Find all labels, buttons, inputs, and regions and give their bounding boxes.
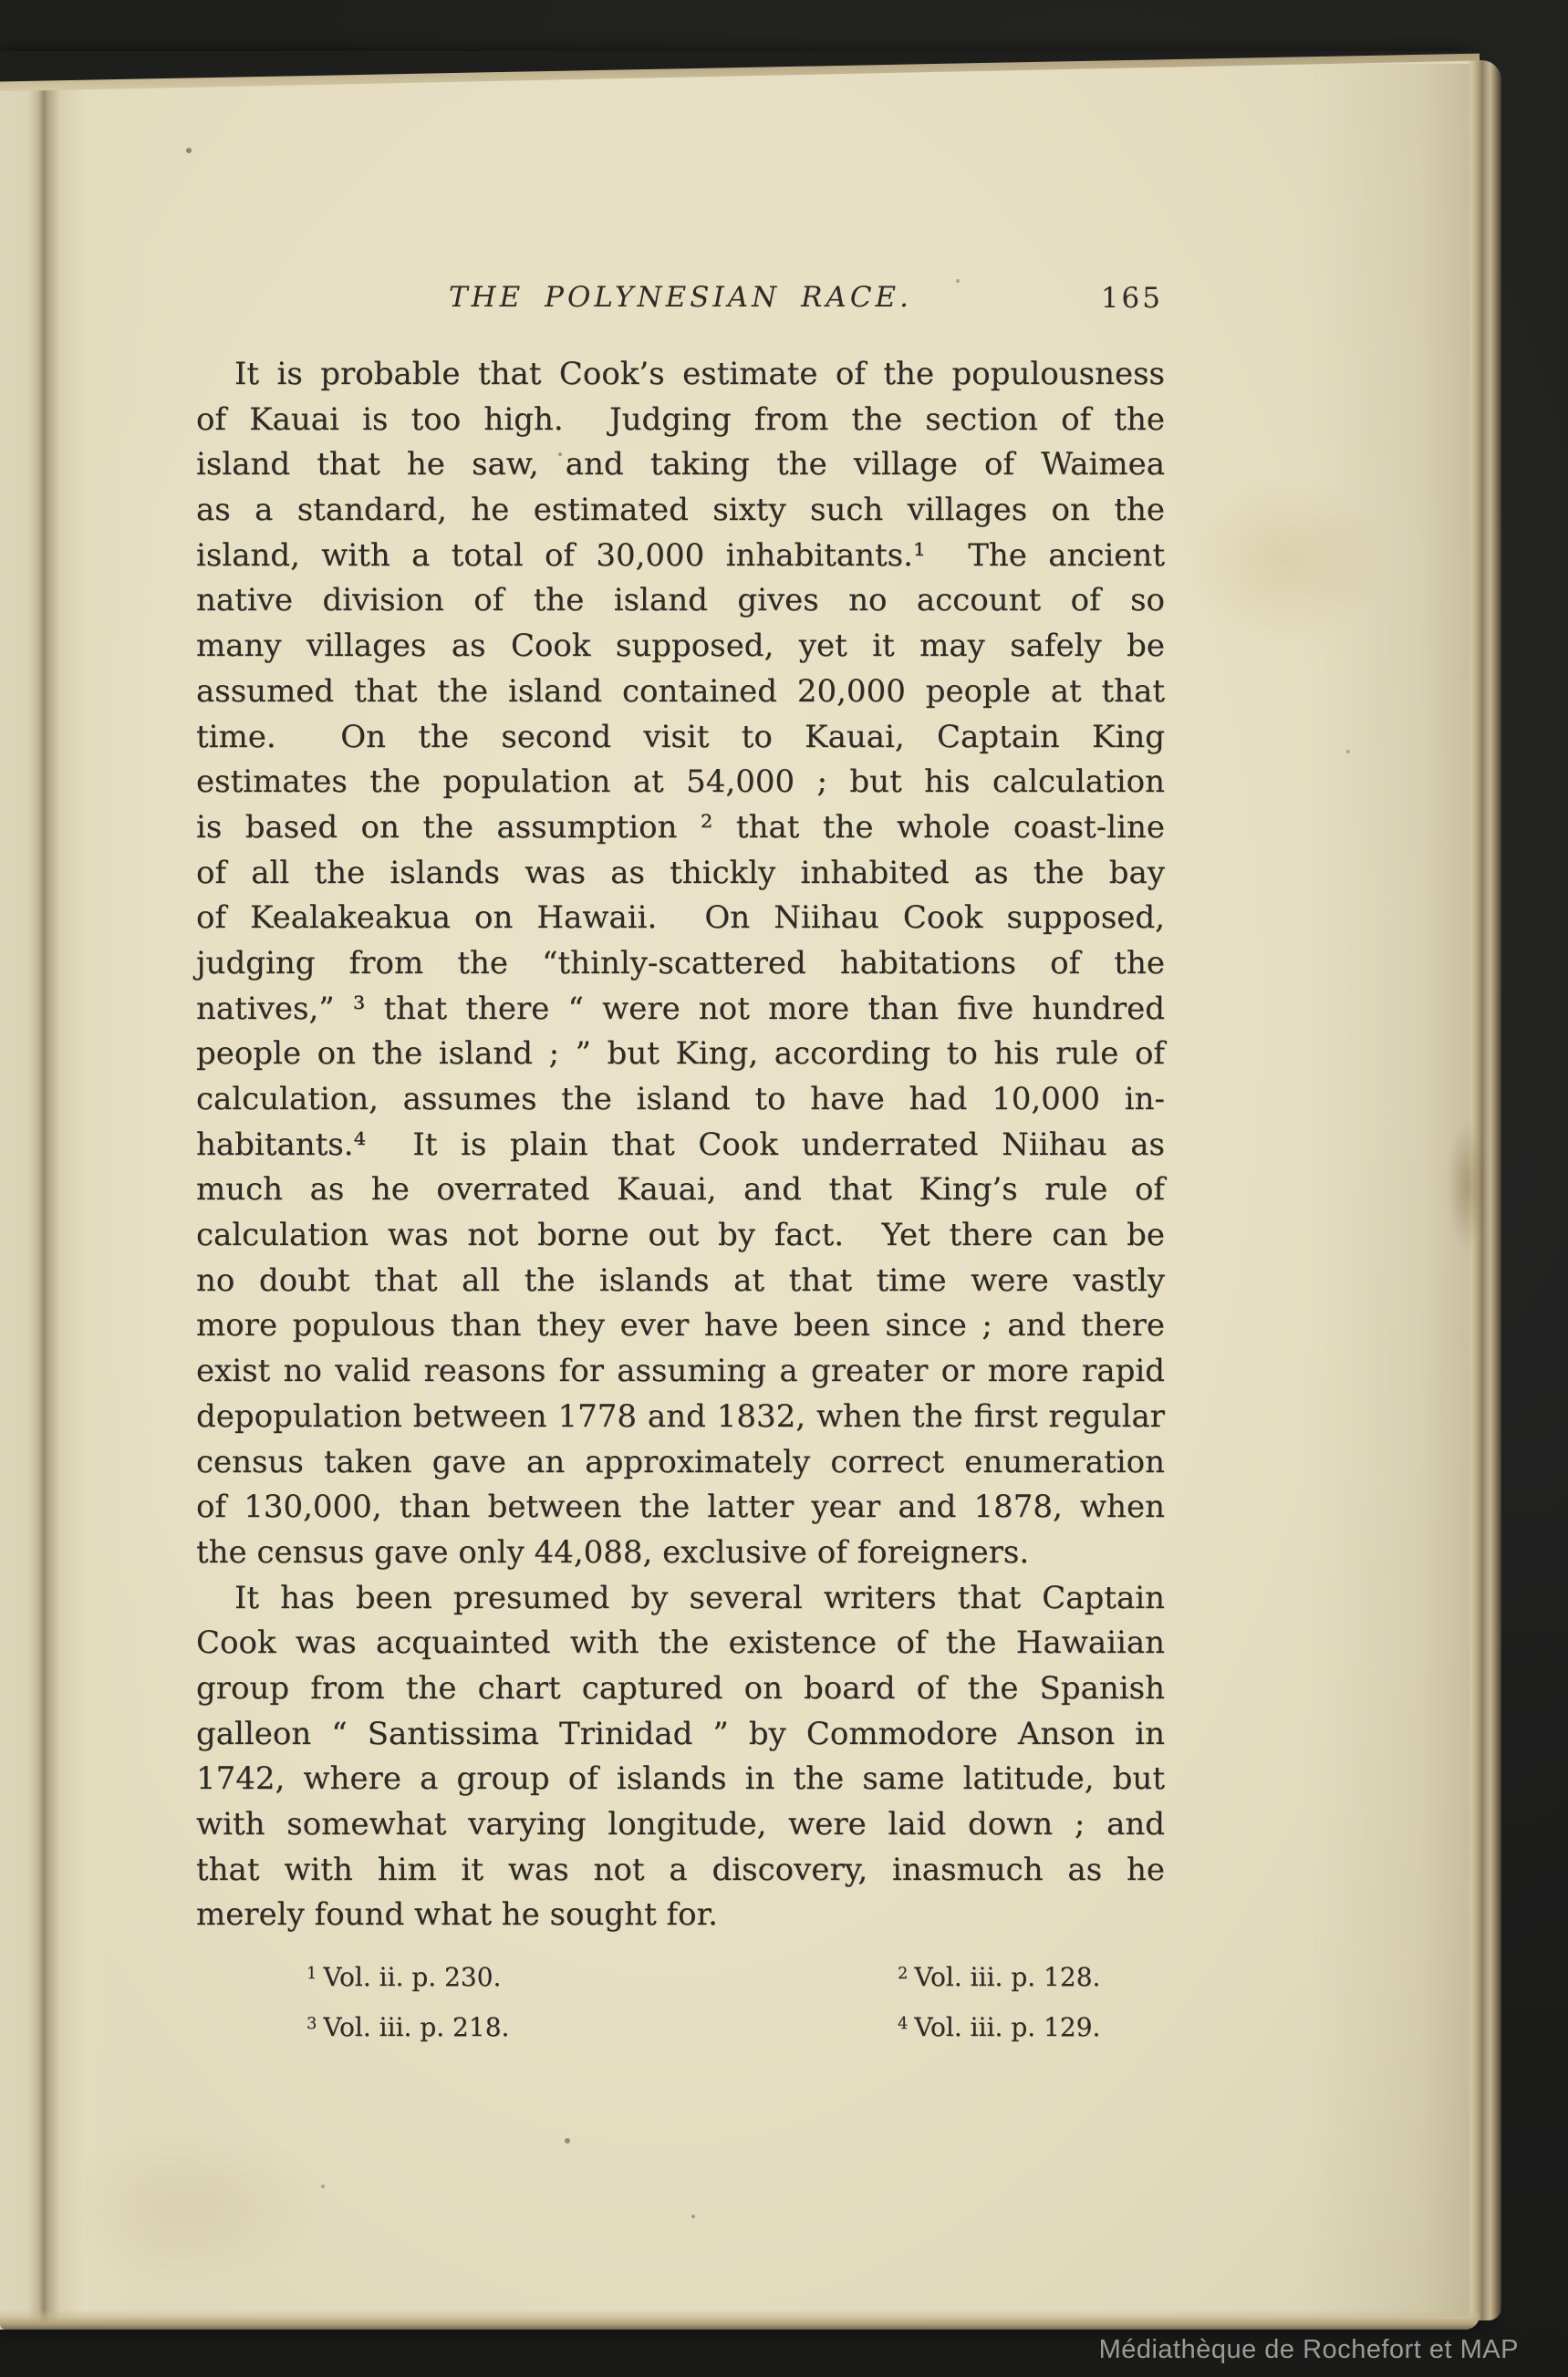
- text-line: exist no valid reasons for assuming a greater or more rapid: [196, 1353, 1165, 1390]
- text-line: galleon “ Santissima Trinidad ” by Commodore Anson in: [196, 1715, 1165, 1752]
- page-number: 165: [1100, 282, 1163, 315]
- footnote-text: Vol. iii. p. 218.: [323, 2012, 510, 2043]
- text-line: island, with a total of 30,000 inhabitants.¹ The ancient: [196, 536, 1165, 574]
- text-line: assumed that the island contained 20,000 people at that: [196, 672, 1165, 710]
- text-line: Cook was acquainted with the existence of the Hawaiian: [196, 1624, 1165, 1662]
- text-line: calculation was not borne out by fact. Yet there can be: [196, 1217, 1165, 1254]
- page-header: [196, 281, 1165, 325]
- text-block: [196, 352, 1165, 1938]
- text-line: of Kealakeakua on Hawaii. On Niihau Cook supposed,: [196, 899, 1165, 937]
- text-line: island that he saw, and taking the village of Waimea: [196, 446, 1165, 483]
- footnote-text: Vol. iii. p. 129.: [914, 2012, 1101, 2043]
- footnote: [306, 2000, 898, 2050]
- text-line: natives,” ³ that there “ were not more than five hundred: [196, 990, 1165, 1027]
- text-line: no doubt that all the islands at that time were vastly: [196, 1261, 1165, 1299]
- paper-specks: [0, 0, 4, 4]
- text-line: many villages as Cook supposed, yet it may safely be: [196, 628, 1165, 665]
- text-line: native division of the island gives no account of so: [196, 582, 1165, 619]
- text-line: It has been presumed by several writers that Captain: [234, 1579, 1165, 1616]
- text-line: of all the islands was as thickly inhabited as the bay: [196, 854, 1165, 891]
- footnote: [306, 1950, 898, 2000]
- text-line: 1742, where a group of islands in the same latitude, but: [196, 1760, 1165, 1798]
- footnote-marker: 4: [898, 2014, 909, 2034]
- footnote-marker: 3: [306, 2014, 317, 2034]
- page-bottom-edge: [0, 2310, 1480, 2330]
- text-line: judging from the “thinly-scattered habitations of the: [196, 944, 1165, 981]
- text-line: habitants.⁴ It is plain that Cook underrated Niihau as: [196, 1126, 1165, 1163]
- text-line: as a standard, he estimated sixty such villages on the: [196, 492, 1165, 529]
- text-line: merely found what he sought for.: [196, 1896, 718, 1934]
- text-line: with somewhat varying longitude, were laid down ; and: [196, 1806, 1165, 1842]
- footnotes: [306, 1950, 1182, 2050]
- footnote-text: Vol. ii. p. 230.: [323, 1962, 502, 1993]
- text-line: the census gave only 44,088, exclusive of foreigners.: [196, 1533, 1030, 1571]
- text-line: census taken gave an approximately correct enumeration: [196, 1443, 1165, 1480]
- text-line: calculation, assumes the island to have had 10,000 in-: [196, 1081, 1165, 1117]
- text-line: It is probable that Cook’s estimate of the populousness: [234, 356, 1165, 392]
- running-title: THE POLYNESIAN RACE.: [448, 281, 913, 314]
- page-right-shading: [1304, 64, 1470, 2317]
- footnote: [898, 2000, 1182, 2050]
- paper-stain: [1447, 1122, 1487, 1250]
- paper-stain: [55, 2125, 328, 2289]
- text-line: of 130,000, than between the latter year and 1878, when: [196, 1489, 1165, 1526]
- text-line: estimates the population at 54,000 ; but his calculation: [196, 763, 1165, 801]
- footnote: [898, 1950, 1182, 2000]
- paragraph: [196, 1576, 1165, 1939]
- text-line: group from the chart captured on board of the Spanish: [196, 1669, 1165, 1707]
- text-line: is based on the assumption ² that the whole coast-line: [196, 808, 1165, 846]
- text-line: of Kauai is too high. Judging from the section of the: [196, 400, 1165, 438]
- text-line: that with him it was not a discovery, inasmuch as he: [196, 1851, 1165, 1888]
- footnote-text: Vol. iii. p. 128.: [914, 1962, 1101, 1993]
- footnote-marker: 2: [898, 1964, 909, 1983]
- text-line: more populous than they ever have been since ; and there: [196, 1307, 1165, 1344]
- text-line: much as he overrated Kauai, and that King’s rule of: [196, 1171, 1165, 1209]
- text-line: depopulation between 1778 and 1832, when the first regular: [196, 1397, 1165, 1435]
- watermark: Médiathèque de Rochefort et MAP: [1098, 2335, 1519, 2364]
- paper-stain: [1186, 474, 1386, 648]
- text-line: time. On the second visit to Kauai, Captain King: [196, 718, 1165, 755]
- text-line: people on the island ; ” but King, according to his rule of: [196, 1035, 1165, 1073]
- page-gutter-shadow: [0, 51, 155, 2330]
- paragraph: [196, 352, 1165, 1576]
- footnote-marker: 1: [306, 1964, 317, 1983]
